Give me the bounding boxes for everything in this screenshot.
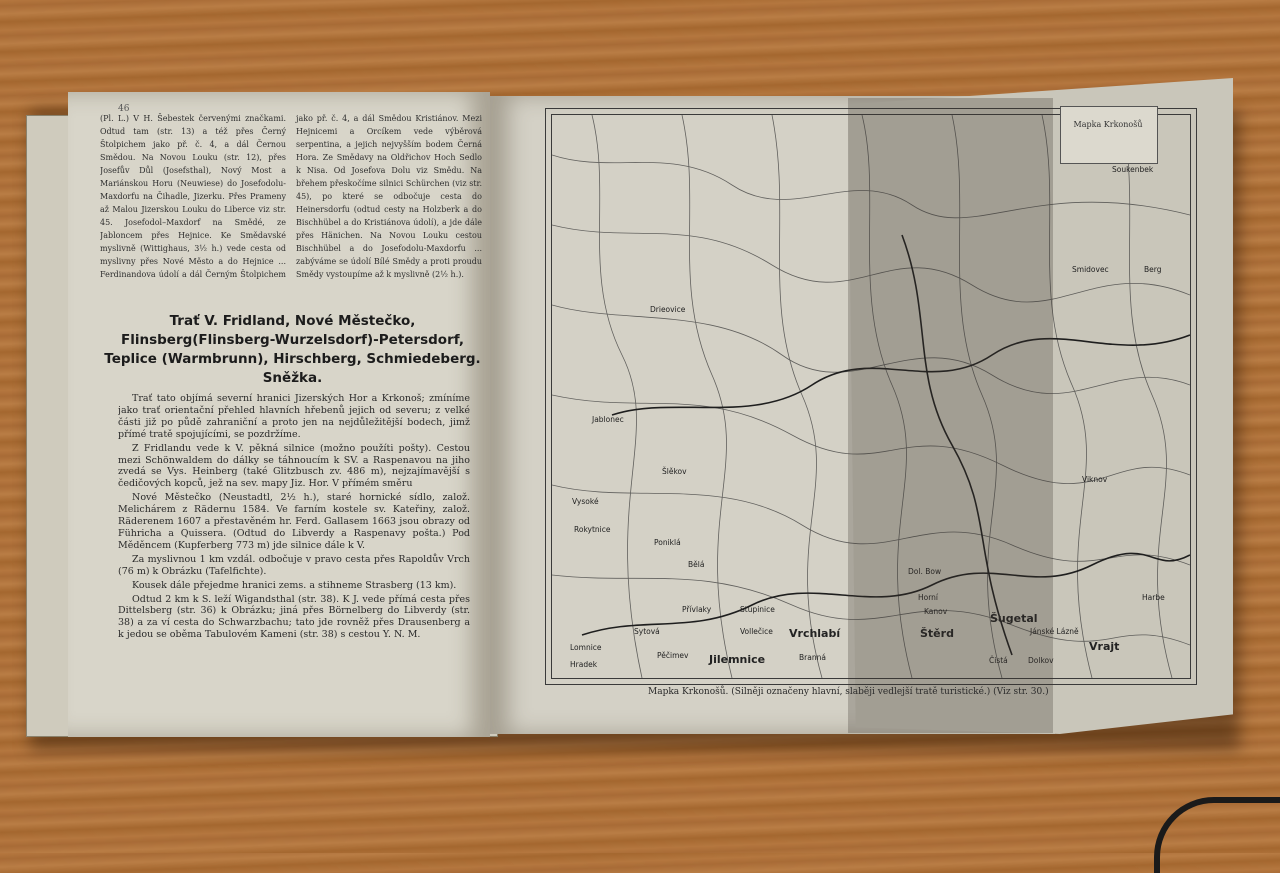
map-label: Jánské Lázně — [1030, 627, 1079, 636]
map-label: Dol. Bow — [908, 567, 942, 576]
map-label: Štěrd — [920, 627, 954, 640]
paragraph: Za myslivnou 1 km vzdál. odbočuje v pravo cesta přes Rapoldův Vrch (76 m) k Obrázku (Tafelfichte). — [118, 553, 470, 577]
map-label: Soukenbek — [1112, 165, 1154, 174]
map-label: Branná — [799, 653, 826, 662]
paragraph: Z Fridlandu vede k V. pěkná silnice (možno použíti pošty). Cestou mezi Schönwaldem do dálky se táhnoucím k SV. a Raspenavou na jiho zvedá se Vys. Heinberg (také Glitzbusch zv. 486 m), nejzajímavější s čedičových kopců, jež na sev. mapy Jiz. Hor. V přímém směru — [118, 442, 470, 490]
map-label: Lomnice — [570, 643, 602, 652]
paragraph: Kousek dále přejedme hranici zems. a stihneme Strasberg (13 km). — [132, 579, 457, 591]
map-label: Vrchlabí — [789, 627, 841, 640]
map-label: Bělá — [688, 560, 705, 569]
fold-shadow — [848, 98, 1053, 733]
map-label: Dolkov — [1028, 656, 1054, 665]
section-heading: Trať V. Fridland, Nové Městečko, Flinsberg(Flinsberg-Wurzelsdorf)-Petersdorf, Teplice (Warmbrunn), Hirschberg, Schmiedeberg. Sněžka. — [104, 313, 481, 386]
top-text-block: (Pl. L.) V H. Šebestek červenými značkami. Odtud tam (str. 13) a též přes Černý Štolpichem jako př. č. 4, a dál Černou Smědou. Na Novou Louku (str. 12), přes Josefův Důl (Josefsthal), Nový Most a Mariánskou Horu (Neuwiese) do Josefodolu-Maxdorfu na Čihadle, Jizerku. Přes Prameny až Malou Jizerskou Louku do Liberce viz str. 45. Josefodol–Maxdorf na Smědé, ze Jabloncem přes Hejnice. Ke Smědavské myslivně (Wittighaus, 3½ h.) vede cesta od myslivny přes Nové Město a do Hejnice ... Ferdinandova údolí a dál Černým Štolpichem jako př. č. 4, a dál Smědou Kristiánov. Mezi Hejnicemi a Orcíkem vede výběrová serpentina, a jejich nejvyšším bodem Černá Hora. Ze Smědavy na Oldřichov Hoch Sedlo k Nisa. Od Josefova Dolu viz Smědu. Na břehem přeskočíme silnici Schürchen (viz str. 45), po které se odbočuje cesta do Heinersdorfu (odtud cesty na Holzberk a do Bischhübel a do Kristiánova údolí), a jde dále přes Hänichen. Na Novou Louku cestou Bischhübel a do Josefodolu-Maxdorfu ... zabýváme se údolí Bílé Smědy a proti proudu Smědy vystoupíme až k myslivně (2½ h.). — [100, 114, 482, 279]
map-label: Berg — [1144, 265, 1162, 274]
map-label: Rokytnice — [574, 525, 611, 534]
map-label: Horní — [918, 593, 939, 602]
paragraph: Trať tato objímá severní hranici Jizerských Hor a Krkonoš; zmíníme jako trať orientační přehled hlavních hřebenů jejich od severu; z velké části již po půdě zahraniční a proto jen na nejdůležitější bodech, jimž přímé tratě spojujícími, se pozdržíme. — [118, 393, 470, 440]
map-label: Čistá — [989, 656, 1008, 665]
map-legend-title: Mapka Krkonošů — [1073, 120, 1143, 129]
paragraph: Nové Městečko (Neustadtl, 2½ h.), staré hornické sídlo, založ. Melichárem z Rädernu 1584. Ve farním kostele sv. Kateřiny, založ. Räderenem 1607 a přestavěném hr. Ferd. Gallasem 1663 jsou obrazy od Führicha a Quissera. (Odtud do Libverdy a Raspenavy pošta.) Pod Měděncem (Kupferberg 773 m) jde silnice dále k V. — [118, 492, 470, 551]
cable — [1154, 797, 1280, 873]
map-label: Harbe — [1142, 593, 1165, 602]
map-label: Šlěkov — [662, 467, 687, 476]
map-label: Viknov — [1082, 475, 1108, 484]
map-legend-box — [1060, 106, 1158, 164]
map-label: Kanov — [924, 607, 948, 616]
map-label: Hradek — [570, 660, 598, 669]
paragraph: Odtud 2 km k S. leží Wigandsthal (str. 38). K J. vede přímá cesta přes Dittelsberg (str. 36) k Obrázku; jiná přes Börnelberg do Libverdy (str. 38) a za ví cesta do Schwarzbachu; tato jde rovněž přes Drausenberg a k jedou se oběma Tabulovém Kameni (str. 38) s cestou Y. N. M. — [118, 593, 470, 641]
map-label: Poniklá — [654, 538, 681, 547]
page-number: 46 — [118, 104, 130, 114]
map-caption: Mapka Krkonošů. (Silněji označeny hlavní, slaběji vedlejší tratě turistické.) (Viz str. 30.) — [648, 687, 1049, 697]
map-label: Vollečice — [740, 627, 773, 636]
map-label: Stupinice — [740, 605, 775, 614]
map-label: Jablonec — [592, 415, 624, 424]
map-label: Jilemnice — [709, 653, 766, 666]
map-label: Přívlaky — [682, 605, 712, 614]
map-label: Drieovice — [650, 305, 686, 314]
map-label: Vrajt — [1089, 640, 1120, 653]
map-label: Vysoké — [572, 497, 599, 506]
body-text — [118, 393, 470, 703]
map-label: Smidovec — [1072, 265, 1109, 274]
map-label: Šugetal — [990, 612, 1038, 625]
map-label: Pěčimev — [657, 651, 689, 660]
map-label: Sytová — [634, 627, 660, 636]
